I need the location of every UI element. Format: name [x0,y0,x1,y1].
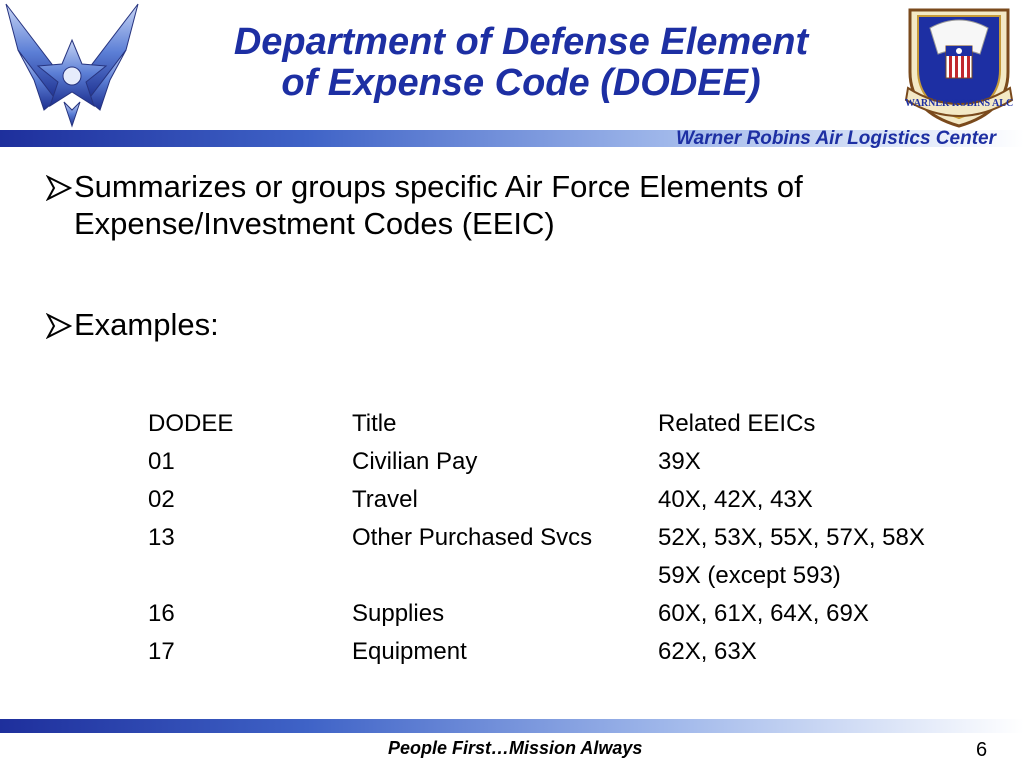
cell-related-eeics: 39X [658,448,701,475]
cell-related-eeics: 60X, 61X, 64X, 69X [658,600,869,627]
table-header-row [142,405,931,443]
cell-title: Civilian Pay [352,448,478,475]
bullet-text-line-2: Expense/Investment Codes (EEIC) [74,206,555,241]
cell-dodee [142,557,346,595]
header-related-eeics: Related EEICs [658,410,816,437]
title-line-2: of Expense Code (DODEE) [281,62,761,104]
table-row [142,443,931,481]
bullet-item [46,306,984,343]
bullet-text-line-1: Summarizes or groups specific Air Force Elements of [74,169,803,204]
cell-title: Supplies [352,600,445,627]
arrow-bullet-icon [46,313,72,339]
table-row [142,481,931,519]
header-dodee: DODEE [148,410,234,437]
cell-dodee: 13 [148,524,175,551]
cell-dodee: 16 [148,600,175,627]
header-title: Title [352,410,397,437]
table-row [142,557,931,595]
warner-robins-seal-icon [900,2,1018,130]
cell-related-eeics: 52X, 53X, 55X, 57X, 58X [658,524,925,551]
cell-title: Other Purchased Svcs [352,524,593,551]
dodee-table [142,405,931,671]
cell-dodee: 02 [148,486,175,513]
bullet-text-line-1: Examples: [74,307,219,342]
cell-dodee: 17 [148,638,175,665]
table-row [142,519,931,557]
slide-title [150,22,892,104]
cell-title: Equipment [352,638,467,665]
footer-motto: People First…Mission Always [388,738,643,758]
cell-dodee: 01 [148,448,175,475]
cell-title: Travel [352,486,418,513]
footer-bar [0,719,1024,733]
table-row [142,595,931,633]
arrow-bullet-icon [46,175,72,201]
page-number: 6 [976,739,988,761]
table-row [142,633,931,671]
subtitle: Warner Robins Air Logistics Center [676,128,996,149]
bullet-item [46,168,984,242]
seal-text: WARNER ROBINS ALC [904,98,1014,109]
air-force-symbol-icon [4,2,140,128]
title-line-1: Department of Defense Element [233,21,809,63]
cell-related-eeics: 62X, 63X [658,638,757,665]
cell-title [346,557,652,595]
cell-related-eeics: 59X (except 593) [658,562,841,589]
cell-related-eeics: 40X, 42X, 43X [658,486,813,513]
